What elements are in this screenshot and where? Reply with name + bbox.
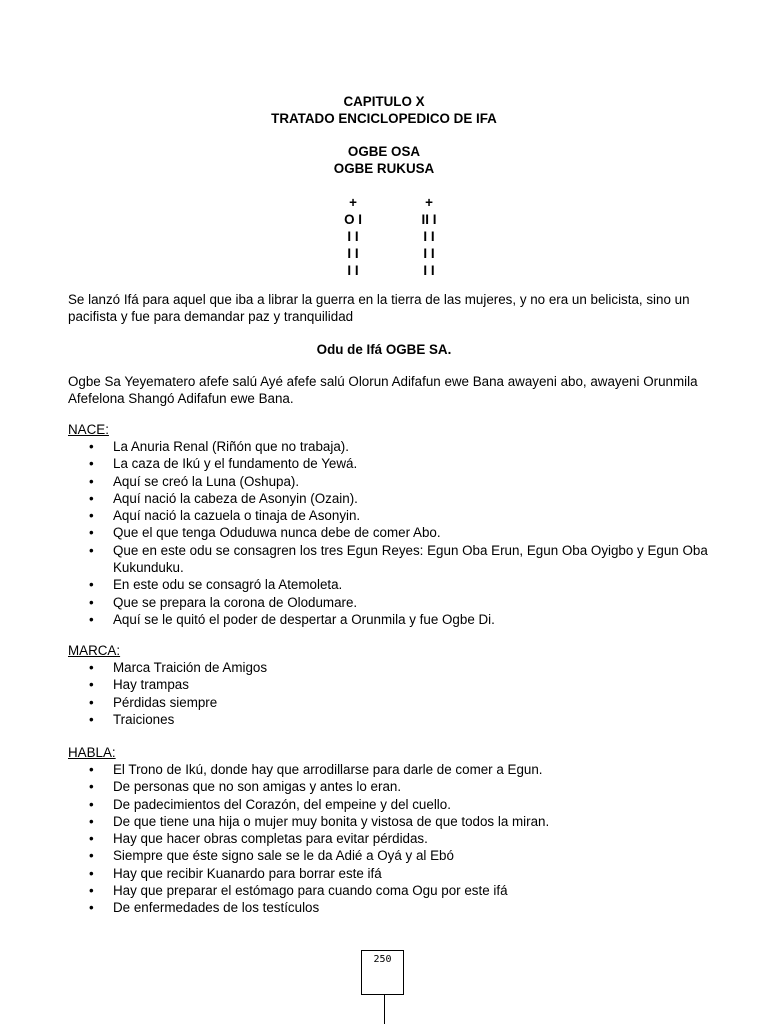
habla-list (68, 761, 708, 917)
list-item: • De enfermedades de los testículos (68, 899, 708, 916)
signature-mark: II I (421, 212, 437, 227)
rezo-paragraph: Ogbe Sa Yeyematero afefe salú Ayé afefe salú Olorun Adifafun ewe Bana awayeni abo, awayeni Orunmila Afefelona Shangó Adifafun ewe Bana. (68, 374, 698, 406)
list-item: • Traiciones (68, 711, 708, 728)
list-item: • Que se prepara la corona de Olodumare. (68, 594, 708, 611)
list-item: • Que el que tenga Oduduwa nunca debe de comer Abo. (68, 524, 708, 541)
list-item: • Hay que preparar el estómago para cuando coma Ogu por este ifá (68, 882, 708, 899)
list-item: • La Anuria Renal (Riñón que no trabaja). (68, 438, 708, 455)
list-item: • De padecimientos del Corazón, del empeine y del cuello. (68, 796, 708, 813)
signature-mark: I I (347, 229, 359, 244)
signature-mark: + (425, 195, 433, 210)
signature-mark: I I (423, 263, 435, 278)
chapter-title: CAPITULO X (343, 94, 425, 109)
list-item: • Marca Traición de Amigos (68, 659, 708, 676)
odu-section-title: Odu de Ifá OGBE SA. (316, 342, 452, 357)
document-subtitle: TRATADO ENCICLOPEDICO DE IFA (271, 111, 497, 126)
list-item: • El Trono de Ikú, donde hay que arrodillarse para darle de comer a Egun. (68, 761, 708, 778)
list-item: • Que en este odu se consagren los tres Egun Reyes: Egun Oba Erun, Egun Oba Oyigbo y Egun Oba Kukunduku. (68, 542, 708, 577)
list-item: • Hay trampas (68, 676, 708, 693)
list-item: • Aquí se le quitó el poder de despertar a Orunmila y fue Ogbe Di. (68, 611, 708, 628)
marca-heading: MARCA: (68, 643, 121, 658)
signature-mark: I I (347, 246, 359, 261)
list-item: • Aquí se creó la Luna (Oshupa). (68, 473, 708, 490)
page-number-line (384, 995, 385, 1024)
signature-mark: O I (344, 212, 362, 227)
page-number: 250 (373, 954, 392, 965)
list-item: • Siempre que éste signo sale se le da Adié a Oyá y al Ebó (68, 847, 708, 864)
nace-list (68, 438, 708, 628)
intro-paragraph: Se lanzó Ifá para aquel que iba a librar la guerra en la tierra de las mujeres, y no era un belicista, sino un pacifista y fue para demandar paz y tranquilidad (68, 292, 690, 324)
list-item: • De personas que no son amigas y antes lo eran. (68, 778, 708, 795)
list-item: • De que tiene una hija o mujer muy bonita y vistosa de que todos la miran. (68, 813, 708, 830)
nace-heading: NACE: (68, 422, 109, 437)
signature-mark: I I (347, 263, 359, 278)
signature-mark: + (349, 195, 357, 210)
marca-list (68, 659, 708, 728)
list-item: • En este odu se consagró la Atemoleta. (68, 576, 708, 593)
list-item: • Aquí nació la cabeza de Asonyin (Ozain). (68, 490, 708, 507)
list-item: • Aquí nació la cazuela o tinaja de Asonyin. (68, 507, 708, 524)
signature-mark: I I (423, 229, 435, 244)
list-item: • Hay que hacer obras completas para evitar pérdidas. (68, 830, 708, 847)
signature-mark: I I (423, 246, 435, 261)
list-item: • Hay que recibir Kuanardo para borrar este ifá (68, 865, 708, 882)
odu-name: OGBE OSA (347, 144, 421, 159)
odu-signature-right (404, 194, 454, 279)
habla-heading: HABLA: (68, 745, 116, 760)
list-item: • La caza de Ikú y el fundamento de Yewá. (68, 455, 708, 472)
odu-signature-left (328, 194, 378, 279)
list-item: • Pérdidas siempre (68, 694, 708, 711)
odu-alt-name: OGBE RUKUSA (333, 161, 435, 176)
